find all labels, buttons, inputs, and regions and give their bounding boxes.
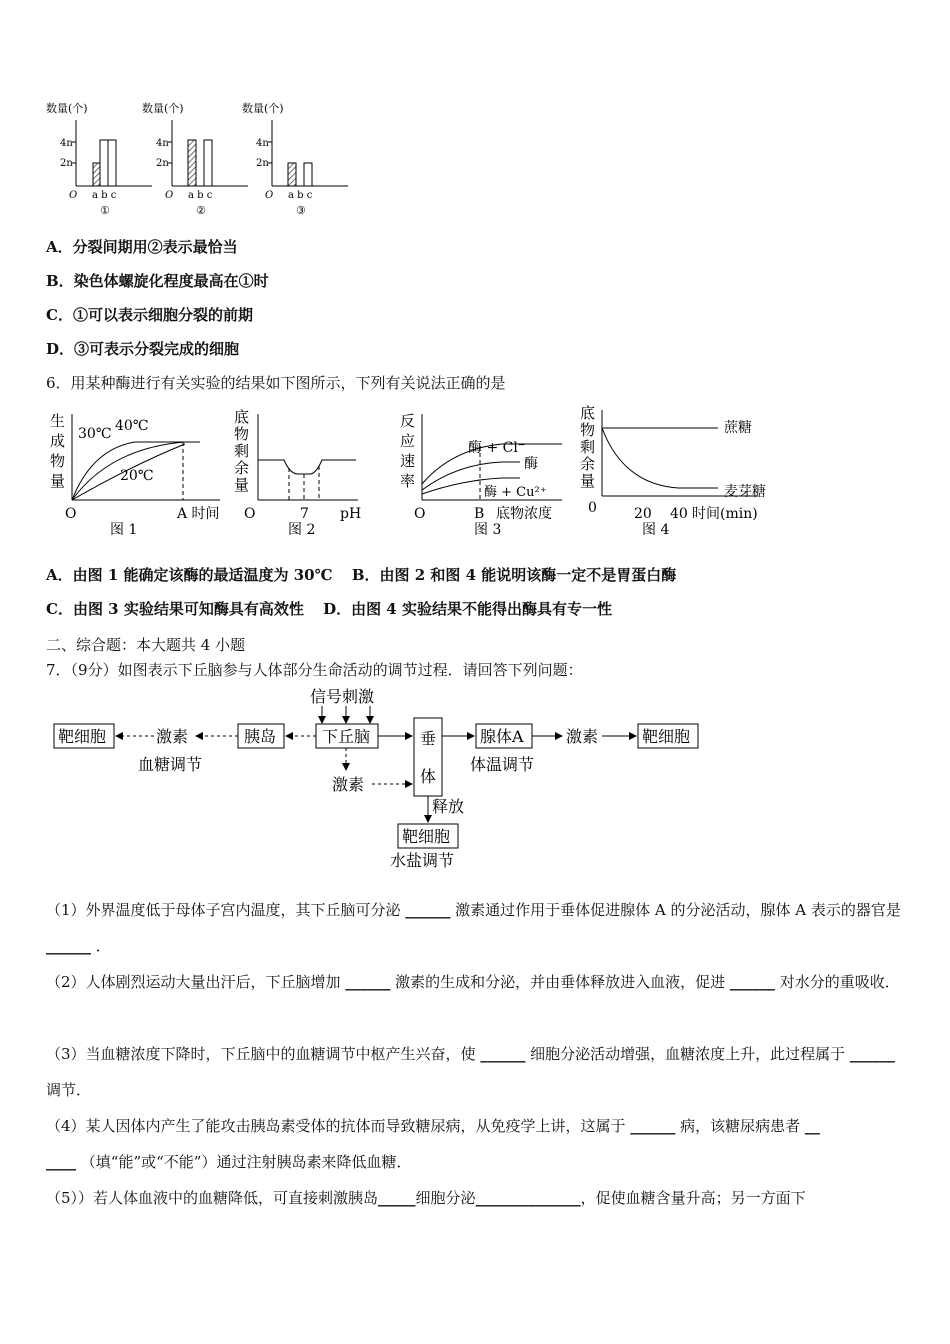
ytick-4n-2: 4n <box>156 138 169 149</box>
q7-part-3: （3）当血糖浓度下降时，下丘脑中的血糖调节中枢产生兴奋，使 ______ 细胞分泌活动增强，血糖浓度上升，此过程属于 ______ 调节． <box>46 1045 895 1099</box>
label-body-temp: 体温调节 <box>470 755 535 774</box>
bar-chart-1 <box>46 101 152 217</box>
bar-c-1 <box>108 140 116 186</box>
fig3-caption: 图 3 <box>474 522 502 538</box>
svg-text:剩: 剩 <box>234 442 250 460</box>
label-signal: 信号刺激 <box>310 687 375 706</box>
ylabel-2: 数量(个) <box>142 102 184 115</box>
blank-4-2[interactable]: __ <box>804 1117 820 1135</box>
q7-part-4: （4）某人因体内产生了能攻击胰岛素受体的抗体而导致糖尿病，从免疫学上讲，这属于 ______ 病，该糖尿病患者 __ ____ （填“能”或“不能”）通过注射胰岛素来降低血糖． <box>46 1117 820 1171</box>
caption-2: ② <box>196 204 206 217</box>
q6-option-b: B．由图 2 和图 4 能说明该酶一定不是胃蛋白酶 <box>351 566 677 584</box>
bar-charts-figure <box>40 96 360 226</box>
label-water-salt: 水盐调节 <box>390 851 455 870</box>
q5-option-c: C．①可以表示细胞分裂的前期 <box>46 306 253 324</box>
q6-options-ab <box>46 564 676 585</box>
svg-text:体: 体 <box>420 767 437 786</box>
blank-3-2[interactable]: ______ <box>849 1045 895 1063</box>
svg-text:O: O <box>244 506 256 522</box>
curve-maltose <box>602 428 718 488</box>
svg-text:7: 7 <box>300 506 309 522</box>
section-heading: 二、综合题：本大题共 4 小题 <box>46 636 246 654</box>
regulation-diagram <box>46 684 706 874</box>
label-blood-sugar: 血糖调节 <box>138 755 203 774</box>
svg-text:剩: 剩 <box>580 438 596 456</box>
fig2-caption: 图 2 <box>288 522 316 538</box>
caption-3: ③ <box>296 204 306 217</box>
q6-options-cd <box>46 598 612 619</box>
svg-text:A 时间: A 时间 <box>177 506 220 522</box>
svg-text:靶细胞: 靶细胞 <box>58 727 107 746</box>
label-sucrose: 蔗糖 <box>724 420 752 436</box>
label-40c: 40℃ <box>115 418 149 434</box>
svg-text:腺体A: 腺体A <box>480 727 524 746</box>
ytick-2n-1: 2n <box>60 158 73 169</box>
svg-text:激素: 激素 <box>156 727 189 746</box>
bar-b-1 <box>100 140 108 186</box>
label-30c: 30℃ <box>78 426 112 442</box>
xlabels-1: a b c <box>92 190 117 201</box>
blank-2-2[interactable]: ______ <box>729 973 775 991</box>
ylabel-1: 数量(个) <box>46 102 88 115</box>
svg-text:下丘脑: 下丘脑 <box>322 727 371 746</box>
caption-1: ① <box>100 204 110 217</box>
q7-part-2: （2）人体剧烈运动大量出汗后，下丘脑增加 ______ 激素的生成和分泌，并由垂体释放进入血液，促进 ______ 对水分的重吸收． <box>46 973 900 991</box>
blank-4-3[interactable]: ____ <box>46 1153 76 1171</box>
bar-chart-3 <box>242 101 348 217</box>
svg-text:物: 物 <box>234 425 250 443</box>
svg-text:速: 速 <box>400 452 416 470</box>
svg-text:底: 底 <box>234 408 250 426</box>
q5-option-a: A．分裂间期用②表示最恰当 <box>46 238 238 256</box>
svg-text:底物浓度: 底物浓度 <box>496 506 552 522</box>
q5-option-d: D．③可表示分裂完成的细胞 <box>46 340 240 358</box>
fig4-caption: 图 4 <box>642 522 670 538</box>
blank-1-2[interactable]: ______ <box>46 937 91 955</box>
blank-3-1[interactable]: ______ <box>480 1045 526 1063</box>
q5-option-b: B．染色体螺旋化程度最高在①时 <box>46 272 269 290</box>
origin-1: O <box>69 190 78 201</box>
svg-text:激素: 激素 <box>332 775 365 794</box>
q6-option-c: C．由图 3 实验结果可知酶具有高效性 <box>46 600 304 618</box>
bar-c-2 <box>204 140 212 186</box>
svg-text:底: 底 <box>580 404 596 422</box>
bar-c-3 <box>304 163 312 186</box>
xlabels-2: a b c <box>188 190 213 201</box>
label-enzyme: 酶 <box>524 456 538 472</box>
ph-curve <box>258 460 356 474</box>
q6-option-d: D．由图 4 实验结果不能得出酶具有专一性 <box>323 600 612 618</box>
svg-text:靶细胞: 靶细胞 <box>642 727 691 746</box>
svg-text:垂: 垂 <box>420 729 437 748</box>
svg-text:成: 成 <box>50 432 66 450</box>
svg-text:pH: pH <box>340 506 362 522</box>
ylabel-3: 数量(个) <box>242 102 284 115</box>
q6-option-a: A．由图 1 能确定该酶的最适温度为 30℃ <box>46 566 333 584</box>
blank-2-1[interactable]: ______ <box>345 973 391 991</box>
q6-stem: 6．用某种酶进行有关实验的结果如下图所示，下列有关说法正确的是 <box>46 374 506 392</box>
svg-text:应: 应 <box>400 432 416 450</box>
fig1-caption: 图 1 <box>110 522 138 538</box>
svg-text:0: 0 <box>588 500 597 516</box>
svg-text:胰岛: 胰岛 <box>244 727 277 746</box>
xlabels-3: a b c <box>288 190 313 201</box>
svg-text:物: 物 <box>50 452 66 470</box>
blank-5-1[interactable]: _____ <box>378 1189 416 1207</box>
svg-text:量: 量 <box>234 476 250 494</box>
svg-text:20: 20 <box>634 506 652 522</box>
svg-text:B: B <box>474 506 485 522</box>
svg-text:物: 物 <box>580 421 596 439</box>
ytick-2n-3: 2n <box>256 158 269 169</box>
blank-5-2[interactable]: ______________ <box>475 1189 581 1207</box>
svg-text:O: O <box>414 506 426 522</box>
svg-text:生: 生 <box>50 412 66 430</box>
svg-text:O: O <box>65 506 77 522</box>
blank-1-1[interactable]: ______ <box>405 901 451 919</box>
svg-text:靶细胞: 靶细胞 <box>402 827 451 846</box>
label-20c: 20℃ <box>120 468 154 484</box>
svg-text:时间(min): 时间(min) <box>692 506 758 522</box>
svg-text:率: 率 <box>400 472 416 490</box>
svg-text:量: 量 <box>50 472 66 490</box>
label-enzyme-cl: 酶 + Cl⁻ <box>468 440 526 456</box>
q7-part-5: （5））若人体血液中的血糖降低，可直接刺激胰岛_____细胞分泌______________，促使血糖含量升高；另一方面下 <box>46 1189 806 1207</box>
ytick-4n-3: 4n <box>256 138 269 149</box>
bar-a-2 <box>188 140 196 186</box>
origin-2: O <box>165 190 174 201</box>
figure-4 <box>580 404 766 538</box>
q7-part-1: （1）外界温度低于母体子宫内温度，其下丘脑可分泌 ______ 激素通过作用于垂体促进腺体 A 的分泌活动，腺体 A 表示的器官是 ______ ． <box>46 901 901 955</box>
svg-text:激素: 激素 <box>566 727 599 746</box>
svg-text:反: 反 <box>400 412 416 430</box>
svg-text:量: 量 <box>580 472 596 490</box>
bar-a-3 <box>288 163 296 186</box>
label-enzyme-cu: 酶 + Cu²⁺ <box>484 485 547 500</box>
label-release: 释放 <box>432 797 465 816</box>
bar-a-1 <box>93 163 100 186</box>
svg-text:40: 40 <box>670 506 688 522</box>
ytick-4n-1: 4n <box>60 138 73 149</box>
figure-1 <box>50 412 220 538</box>
enzyme-figures <box>40 404 780 544</box>
blank-4-1[interactable]: ______ <box>630 1117 676 1135</box>
bar-chart-2 <box>142 101 248 217</box>
ytick-2n-2: 2n <box>156 158 169 169</box>
label-maltose: 麦芽糖 <box>724 484 766 500</box>
figure-2 <box>234 408 361 538</box>
svg-text:余: 余 <box>580 455 596 473</box>
origin-3: O <box>265 190 274 201</box>
q7-stem: 7．（9分）如图表示下丘脑参与人体部分生命活动的调节过程．请回答下列问题： <box>46 661 583 679</box>
svg-text:余: 余 <box>234 459 250 477</box>
figure-3 <box>400 412 562 538</box>
